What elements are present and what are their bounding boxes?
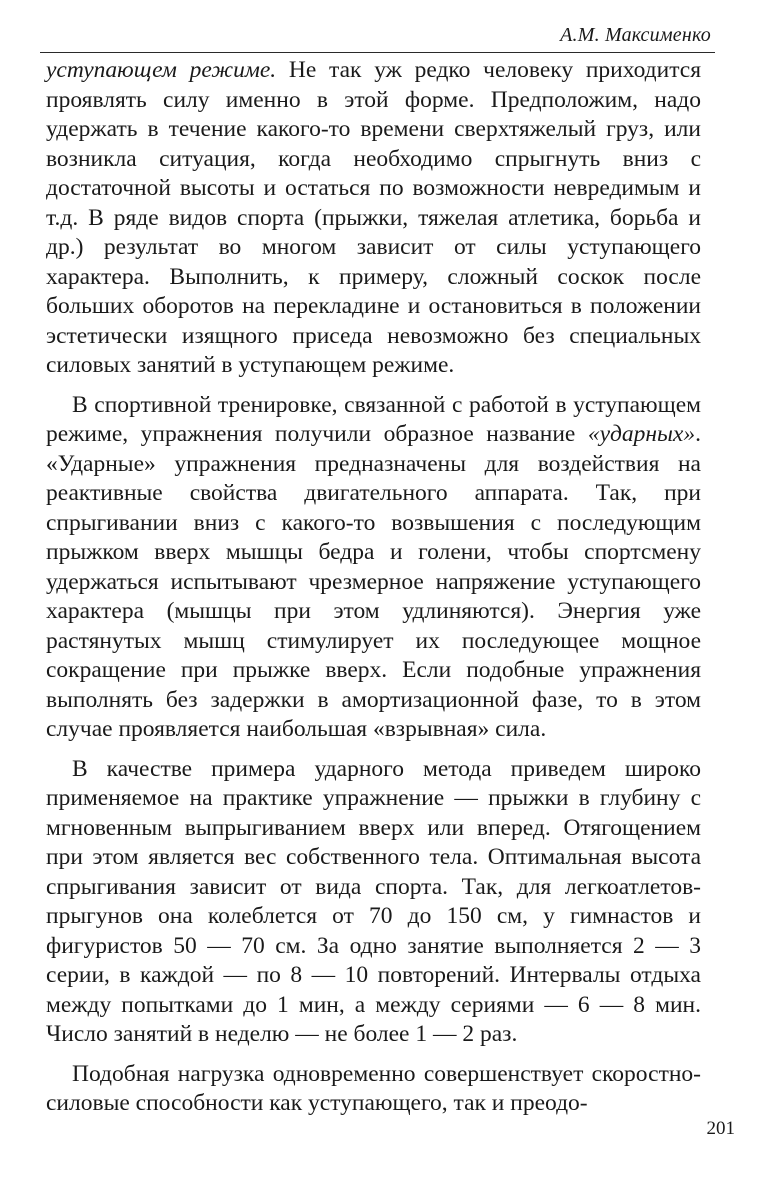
paragraph-2-text-after: . «Ударные» упражнения предназначены для воздействия на реактивные свойства двигательного аппарата. Так, при спрыгивании вниз с какого-то возвышения с последующим прыжком вверх мышцы бедра и голени, чтобы спортсмену удержаться испытывают чрезмерное напряжение уступающего характера (мышцы при этом удлиняются). Энергия уже растянутых мышц стимулирует их последующее мощное сокращение при прыжке вверх. Если подобные упражнения выполнять без задержки в амортизационной фазе, то в этом случае проявляется наибольшая «взрывная» сила. (46, 421, 701, 742)
paragraph-1 (46, 56, 701, 381)
paragraph-2 (46, 391, 701, 745)
paragraph-4-text: Подобная нагрузка одновременно совершенствует скоростно-силовые способности как уступающего, так и преодо- (46, 1060, 701, 1116)
header-author: А.М. Максименко (560, 24, 711, 46)
paragraph-4 (46, 1060, 701, 1119)
page-number: 201 (706, 1118, 735, 1139)
paragraph-3 (46, 755, 701, 1050)
paragraph-3-text: В качестве примера ударного метода приведем широко применяемое на практике упражнение — прыжки в глубину с мгновенным выпрыгиванием вверх или вперед. Отягощением при этом является вес собственного тела. Оптимальная высота спрыгивания зависит от вида спорта. Так, для легкоатлетов-прыгунов она колеблется от 70 до 150 см, у гимнастов и фигуристов 50 — 70 см. За одно занятие выполняется 2 — 3 серии, в каждой — по 8 — 10 повторений. Интервалы отдыха между попытками до 1 мин, а между сериями — 6 — 8 мин. Число занятий в неделю — не более 1 — 2 раз. (46, 755, 701, 1047)
paragraph-1-italic-lead: уступающем режиме. (46, 57, 277, 83)
paragraph-2-text-before: В спортивной тренировке, связанной с работой в уступающем режиме, упражнения получили образное название (46, 391, 701, 447)
paragraph-2-italic-term: «ударных» (587, 421, 696, 447)
paragraph-1-text: Не так уж редко человеку приходится проявлять силу именно в этой форме. Предположим, надо удержать в течение какого-то времени сверхтяжелый груз, или возникла ситуация, когда необходимо спрыгнуть вниз с достаточной высоты и остаться по возможности невредимым и т.д. В ряде видов спорта (прыжки, тяжелая атлетика, борьба и др.) результат во многом зависит от силы уступающего характера. Выполнить, к примеру, сложный соскок после больших оборотов на перекладине и остановиться в положении эстетически изящного приседа невозможно без специальных силовых занятий в уступающем режиме. (46, 57, 701, 378)
running-header (40, 22, 715, 53)
body-text (46, 56, 701, 1129)
